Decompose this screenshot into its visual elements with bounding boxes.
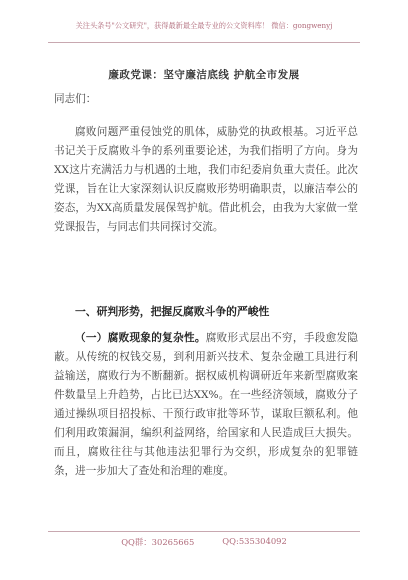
intro-paragraph: 腐败问题严重侵蚀党的肌体，威胁党的执政根基。习近平总书记关于反腐败斗争的系列重要论述，为我们指明了方向。身为XX这片充满活力与机遇的土地，我们市纪委肩负重大责任。此次党课，旨在让大家深刻认识反腐败形势明确职责，以廉洁奉公的姿态，为XX高质量发展保驾护航。借此机会，由我为大家做一堂党课报告，与同志们共同探讨交流。 <box>54 126 358 233</box>
greeting: 同志们： <box>54 93 97 105</box>
subsection-heading: （一）腐败现象的复杂性。 <box>75 332 206 344</box>
qq-group-text: QQ群：30265665 <box>121 537 195 547</box>
header-notice: 关注头条号"公文研究"，获得最新最全最专业的公文资料库！ 微信：gongwenyj <box>75 21 333 30</box>
subsection-paragraph <box>54 329 358 481</box>
section-heading: 一、研判形势，把握反腐败斗争的严峻性 <box>75 305 270 318</box>
qq-text: QQ:535304092 <box>222 536 287 546</box>
footer-divider <box>48 531 360 532</box>
footer <box>0 536 408 552</box>
document-title: 廉政党课：坚守廉洁底线 护航全市发展 <box>108 69 300 81</box>
subsection-text: 腐败形式层出不穷，手段愈发隐蔽。从传统的权钱交易，到利用新兴技术、复杂金融工具进行利益输送，腐败行为不断翻新。据权威机构调研近年来新型腐败案件数量呈上升趋势，占比已达XX%。在一些经济领域，腐败分子通过操纵项目招投标、干预行政审批等环节，谋取巨额私利。他们利用政策漏洞，编织利益网络，给国家和人民造成巨大损失。而且，腐败往往与其他违法犯罪行为交织，形成复杂的犯罪链条，进一步加大了查处和治理的难度。 <box>54 332 359 477</box>
header-divider <box>48 42 360 43</box>
